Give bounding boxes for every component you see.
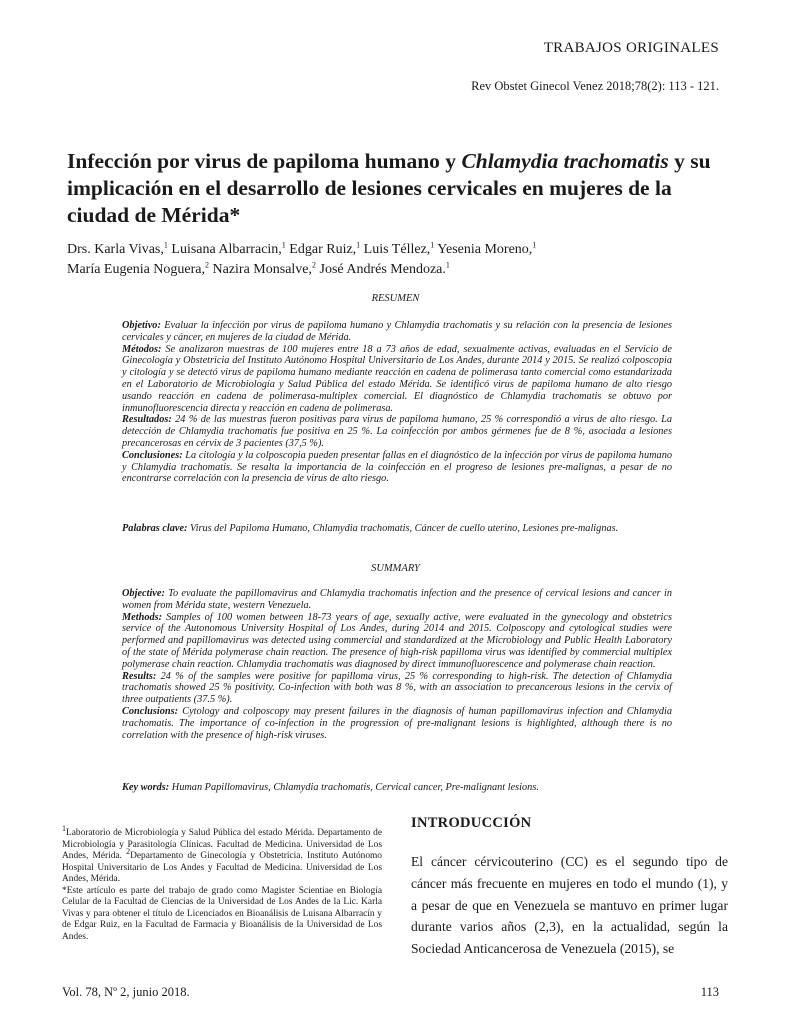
conclusiones-label: Conclusiones: (122, 449, 183, 461)
summary-objective: Objective: To evaluate the papillomavirus and Chlamydia trachomatis infection and the presence of cervical lesions and cancer in women from Mérida state, western Venezuela. (122, 588, 672, 611)
author-list (67, 240, 707, 280)
methods-label: Methods: (122, 611, 163, 623)
summary-conclusions: Conclusions: Cytology and colposcopy may present failures in the diagnosis of human papillomavirus infection and Chlamydia trachomatis. The importance of co-infection in the progression of pre-malignant lesions is highlighted, although there is no correlation with the presence of high-risk viruses. (122, 705, 672, 741)
affiliation-mark: 1 (163, 240, 168, 250)
title-part-2: y su implicación en el desarrollo de lesiones cervicales en mujeres de la ciudad de Mérida* (67, 149, 711, 227)
affiliation-mark: 1 (356, 240, 361, 250)
palabras-clave: Palabras clave: Virus del Papiloma Humano, Chlamydia trachomatis, Cáncer de cuello uterino, Lesiones pre-malignas. (122, 523, 619, 534)
summary-heading: SUMMARY (371, 563, 420, 574)
article-note: *Este artículo es parte del trabajo de grado como Magister Scientiae en Biología Celular de la Facultad de Ciencias de la Universidad de Los Andes de la Lic. Karla Vivas y para obtener el título de Licenciados en Bioanálisis de Luisana Albarracín y de Edgar Ruiz, en la Facultad de Farmacia y Bioanálisis de la Universidad de Los Andes. (62, 885, 382, 942)
resumen-resultados: Resultados: 24 % de las muestras fueron positivas para virus de papiloma humano, 25 % correspondió a virus de alto riesgo. La detección de Chlamydia trachomatis fue positiva en 25 %. La coinfección por ambos gérmenes fue de 8 %, asociada a lesiones precancerosas en cérvix de 3 pacientes (37,5 %). (122, 414, 672, 449)
page-number: 113 (700, 985, 719, 999)
key-words-label: Key words: (122, 782, 170, 793)
summary-results: Results: 24 % of the samples were positive for papilloma virus, 25 % corresponding to high-risk. The detection of Chlamydia trachomatis showed 25 % positivity. Co-infection with both was 8 %, with an association to precancerous lesions in the cervix of three outpatients (37.5 %). (122, 670, 672, 706)
issue-info: Vol. 78, Nº 2, junio 2018. (62, 985, 190, 999)
summary-abstract (122, 588, 672, 741)
resumen-conclusiones: Conclusiones: La citología y la colposcopia pueden presentar fallas en el diagnóstico de la infección por virus de papiloma humano y Chlamydia trachomatis. Se resalta la importancia de la coinfección en el progreso de lesiones pre-malignas, a pesar de no encontrarse correlación con la presencia de virus de alto riesgo. (122, 449, 672, 485)
affiliation-mark: 1 (281, 240, 286, 250)
affiliation-mark: 2 (312, 260, 317, 270)
affiliation-mark: 2 (205, 260, 209, 270)
resumen-heading: RESUMEN (371, 293, 420, 304)
author: Nazira Monsalve, (212, 262, 313, 277)
affiliation-mark: 1 (430, 240, 435, 250)
resumen-objetivo: Objetivo: Evaluar la infección por virus de papiloma humano y Chlamydia trachomatis y su relación con la presencia de lesiones cervicales y cáncer, en mujeres de la ciudad de Mérida. (122, 320, 672, 343)
key-words: Key words: Human Papillomavirus, Chlamydia trachomatis, Cervical cancer, Pre-malignant lesions. (122, 782, 539, 793)
introduction-text: El cáncer cérvicouterino (CC) es el segundo tipo de cáncer más frecuente en mujeres en todo el mundo (1), y a pesar de que en Venezuela se mantuvo en primer lugar durante varios años (2,3), en la actualidad, según la Sociedad Anticancerosa de Venezuela (2015), se (411, 854, 728, 957)
objetivo-label: Objetivo: (122, 320, 161, 331)
affiliation-mark: 1 (532, 240, 537, 250)
author-line-2 (67, 260, 707, 280)
objective-label: Objective: (122, 588, 165, 599)
palabras-clave-label: Palabras clave: (122, 523, 188, 534)
conclusions-label: Conclusions: (122, 705, 179, 717)
results-label: Results: (122, 670, 157, 682)
author: Yesenia Moreno, (437, 242, 533, 257)
article-title (67, 148, 727, 229)
summary-methods: Methods: Samples of 100 women between 18-73 years of age, sexually active, were evaluated in the gynecology and obstetrics service of the Autonomous University Hospital of Los Andes, during 2014 and 2015. Colposcopy and cytological studies were performed and papillomavirus was detected using commercial and standardized at the Microbiology and Public Health Laboratory of the state of Mérida polymerase chain reaction. The presence of high-risk papilloma virus was identified by commercial multiplex polymerase chain reaction. Chlamydia trachomatis was diagnosed by direct immunofluorescence and polymerase chain reaction. (122, 611, 672, 670)
resumen-metodos: Métodos: Se analizaron muestras de 100 mujeres entre 18 a 73 años de edad, sexualmente activas, evaluadas en el Servicio de Ginecología y Obstetricia del Instituto Autónomo Hospital Universitario de Los Andes, durante 2014 y 2015. Se realizó colposcopia y citología y se detectó virus de papiloma humano mediante reacción en cadena de polimerasa tanto comercial como estandarizada en el Laboratorio de Microbiología y Salud Pública del estado Mérida. Se identificó virus de papiloma humano de alto riesgo usando reacción en cadena de polimerasa-multiplex comercial. El diagnóstico de Chlamydia trachomatis se obtuvo por inmunofluorescencia directa y reacción en cadena de polimerasa. (122, 343, 672, 414)
author: Drs. Karla Vivas, (67, 242, 164, 257)
section-label: TRABAJOS ORIGINALES (543, 40, 719, 56)
journal-citation: Rev Obstet Ginecol Venez 2018;78(2): 113 - 121. (471, 79, 719, 93)
resumen-abstract (122, 320, 672, 485)
author: Luisana Albarracin, (171, 242, 282, 257)
title-italic: Chlamydia trachomatis (461, 149, 669, 173)
affiliation-mark: 1 (445, 260, 450, 270)
metodos-label: Métodos: (122, 343, 162, 355)
resultados-label: Resultados: (122, 414, 172, 426)
affiliation-footnotes (62, 823, 382, 943)
title-part-1: Infección por virus de papiloma humano y (67, 149, 462, 173)
author: Luis Téllez, (363, 242, 431, 257)
author: María Eugenia Noguera, (67, 262, 205, 277)
affiliation-text: $^1$Laboratorio de Microbiología y Salud Pública del estado Mérida. Departamento de Microbiología y Parasitología Clínicas. Facultad de Medicina. Universidad de Los Andes, Mérida. $^2$Departamento de Ginecología y Obstetricia. Instituto Autónomo Hospital Universitario de Los Andes y Facultad de Medicina. Universidad de Los Andes, Mérida. (62, 823, 382, 884)
introduction-heading: INTRODUCCIÓN (411, 815, 532, 831)
author: Edgar Ruiz, (289, 242, 357, 257)
author: José Andrés Mendoza. (319, 262, 446, 277)
author-line-1 (67, 240, 707, 260)
